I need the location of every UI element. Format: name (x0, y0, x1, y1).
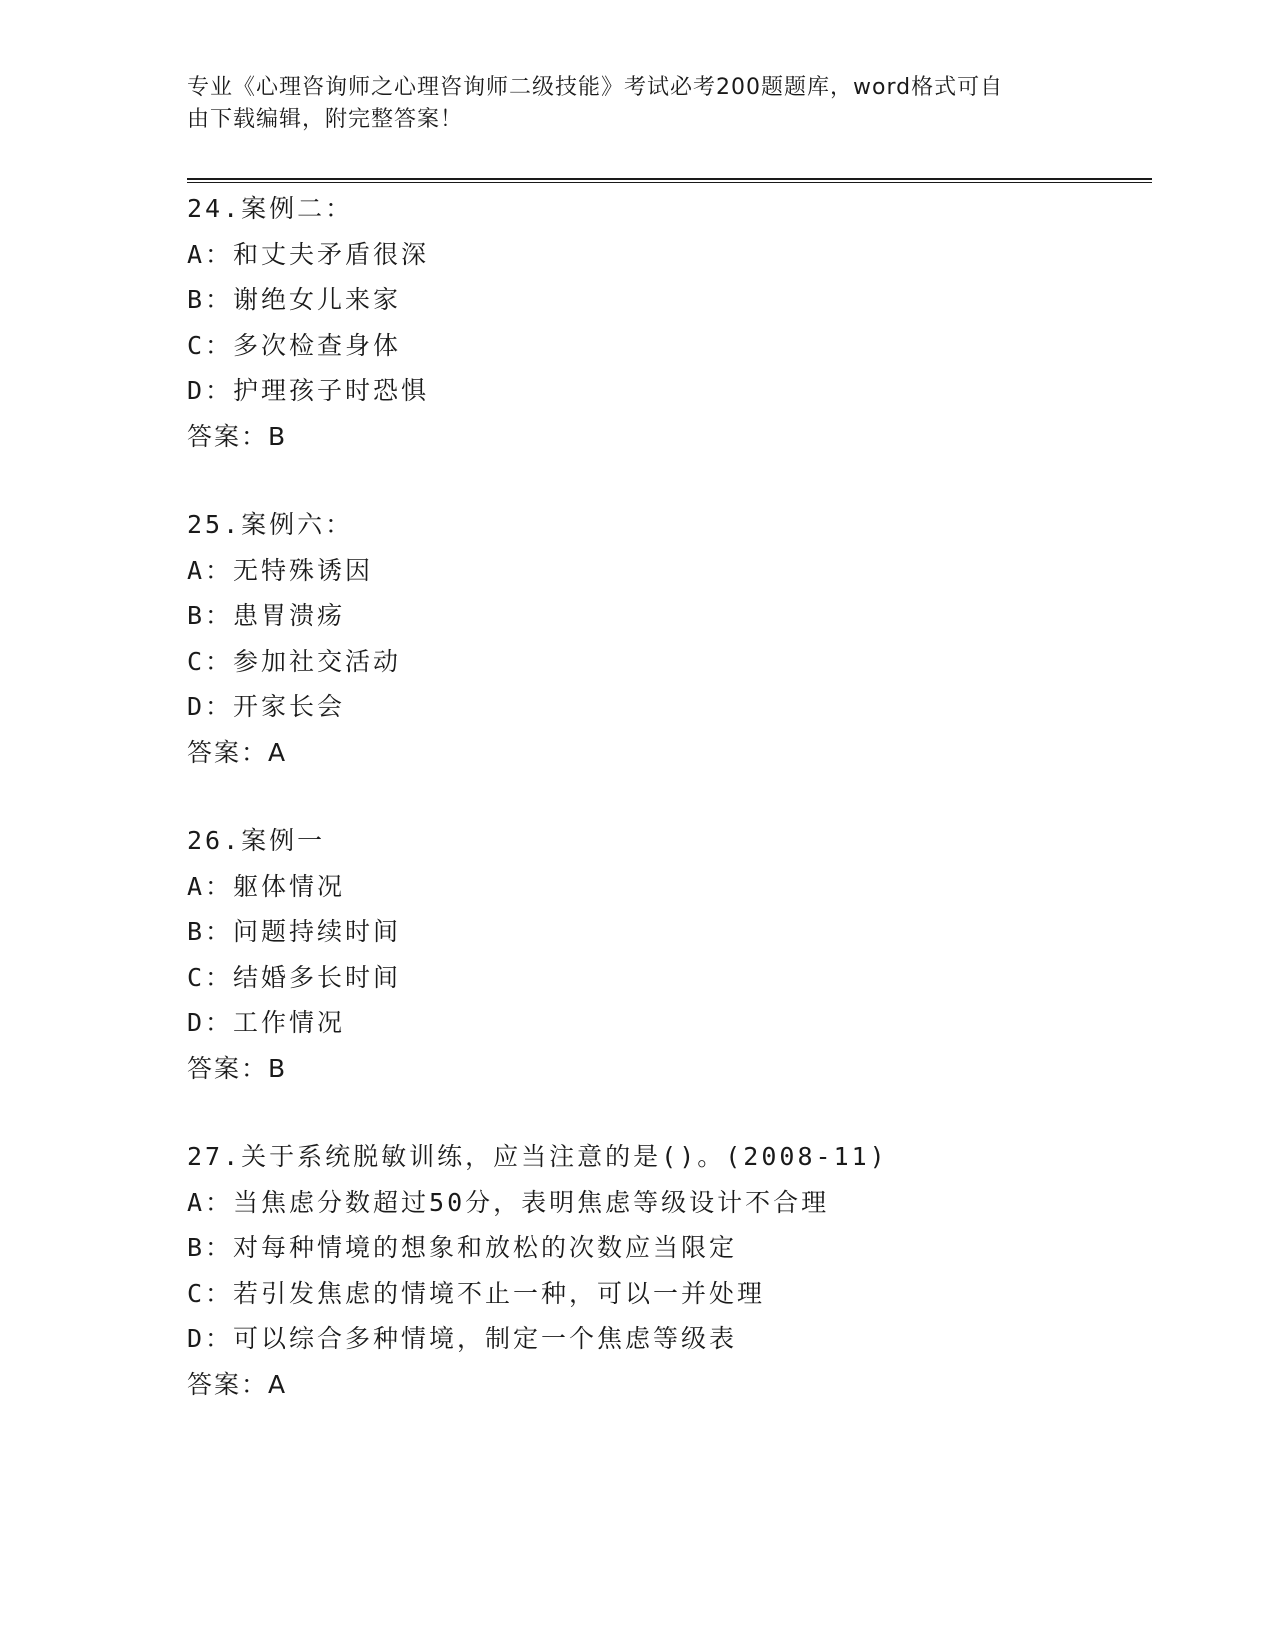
option-c: C：结婚多长时间 (187, 962, 402, 992)
question-24 (187, 186, 1152, 459)
header-line-1: 专业《心理咨询师之心理咨询师二级技能》考试必考200题题库，word格式可自 (187, 75, 1004, 100)
answer: 答案：A (187, 1369, 288, 1399)
header-divider-thin (187, 182, 1152, 183)
option-d: D：护理孩子时恐惧 (187, 376, 430, 405)
question-26 (187, 818, 1152, 1091)
answer: 答案：B (187, 1053, 288, 1083)
document-header (187, 72, 1067, 136)
question-stem: 27.关于系统脱敏训练，应当注意的是()。(2008-11) (187, 1142, 888, 1171)
option-d: D：开家长会 (187, 692, 346, 721)
option-a: A：当焦虑分数超过50分，表明焦虑等级设计不合理 (187, 1187, 830, 1217)
header-line-2: 由下载编辑，附完整答案！ (187, 107, 464, 132)
option-d: D：工作情况 (187, 1008, 346, 1037)
question-27 (187, 1134, 1152, 1407)
option-b: B：谢绝女儿来家 (187, 285, 402, 314)
answer: 答案：A (187, 737, 288, 767)
option-a: A：无特殊诱因 (187, 555, 374, 585)
question-stem: 25.案例六： (187, 510, 354, 539)
option-c: C：参加社交活动 (187, 646, 402, 676)
option-b: B：问题持续时间 (187, 917, 402, 946)
question-25 (187, 502, 1152, 775)
question-stem: 26.案例一 (187, 826, 326, 855)
option-b: B：对每种情境的想象和放松的次数应当限定 (187, 1233, 738, 1262)
option-a: A：躯体情况 (187, 871, 346, 901)
answer: 答案：B (187, 421, 288, 451)
question-stem: 24.案例二： (187, 194, 354, 223)
option-c: C：多次检查身体 (187, 330, 402, 360)
option-c: C：若引发焦虑的情境不止一种，可以一并处理 (187, 1278, 766, 1308)
header-divider-thick (187, 178, 1152, 180)
option-a: A：和丈夫矛盾很深 (187, 239, 430, 269)
option-b: B：患胃溃疡 (187, 601, 346, 630)
option-d: D：可以综合多种情境，制定一个焦虑等级表 (187, 1324, 738, 1353)
